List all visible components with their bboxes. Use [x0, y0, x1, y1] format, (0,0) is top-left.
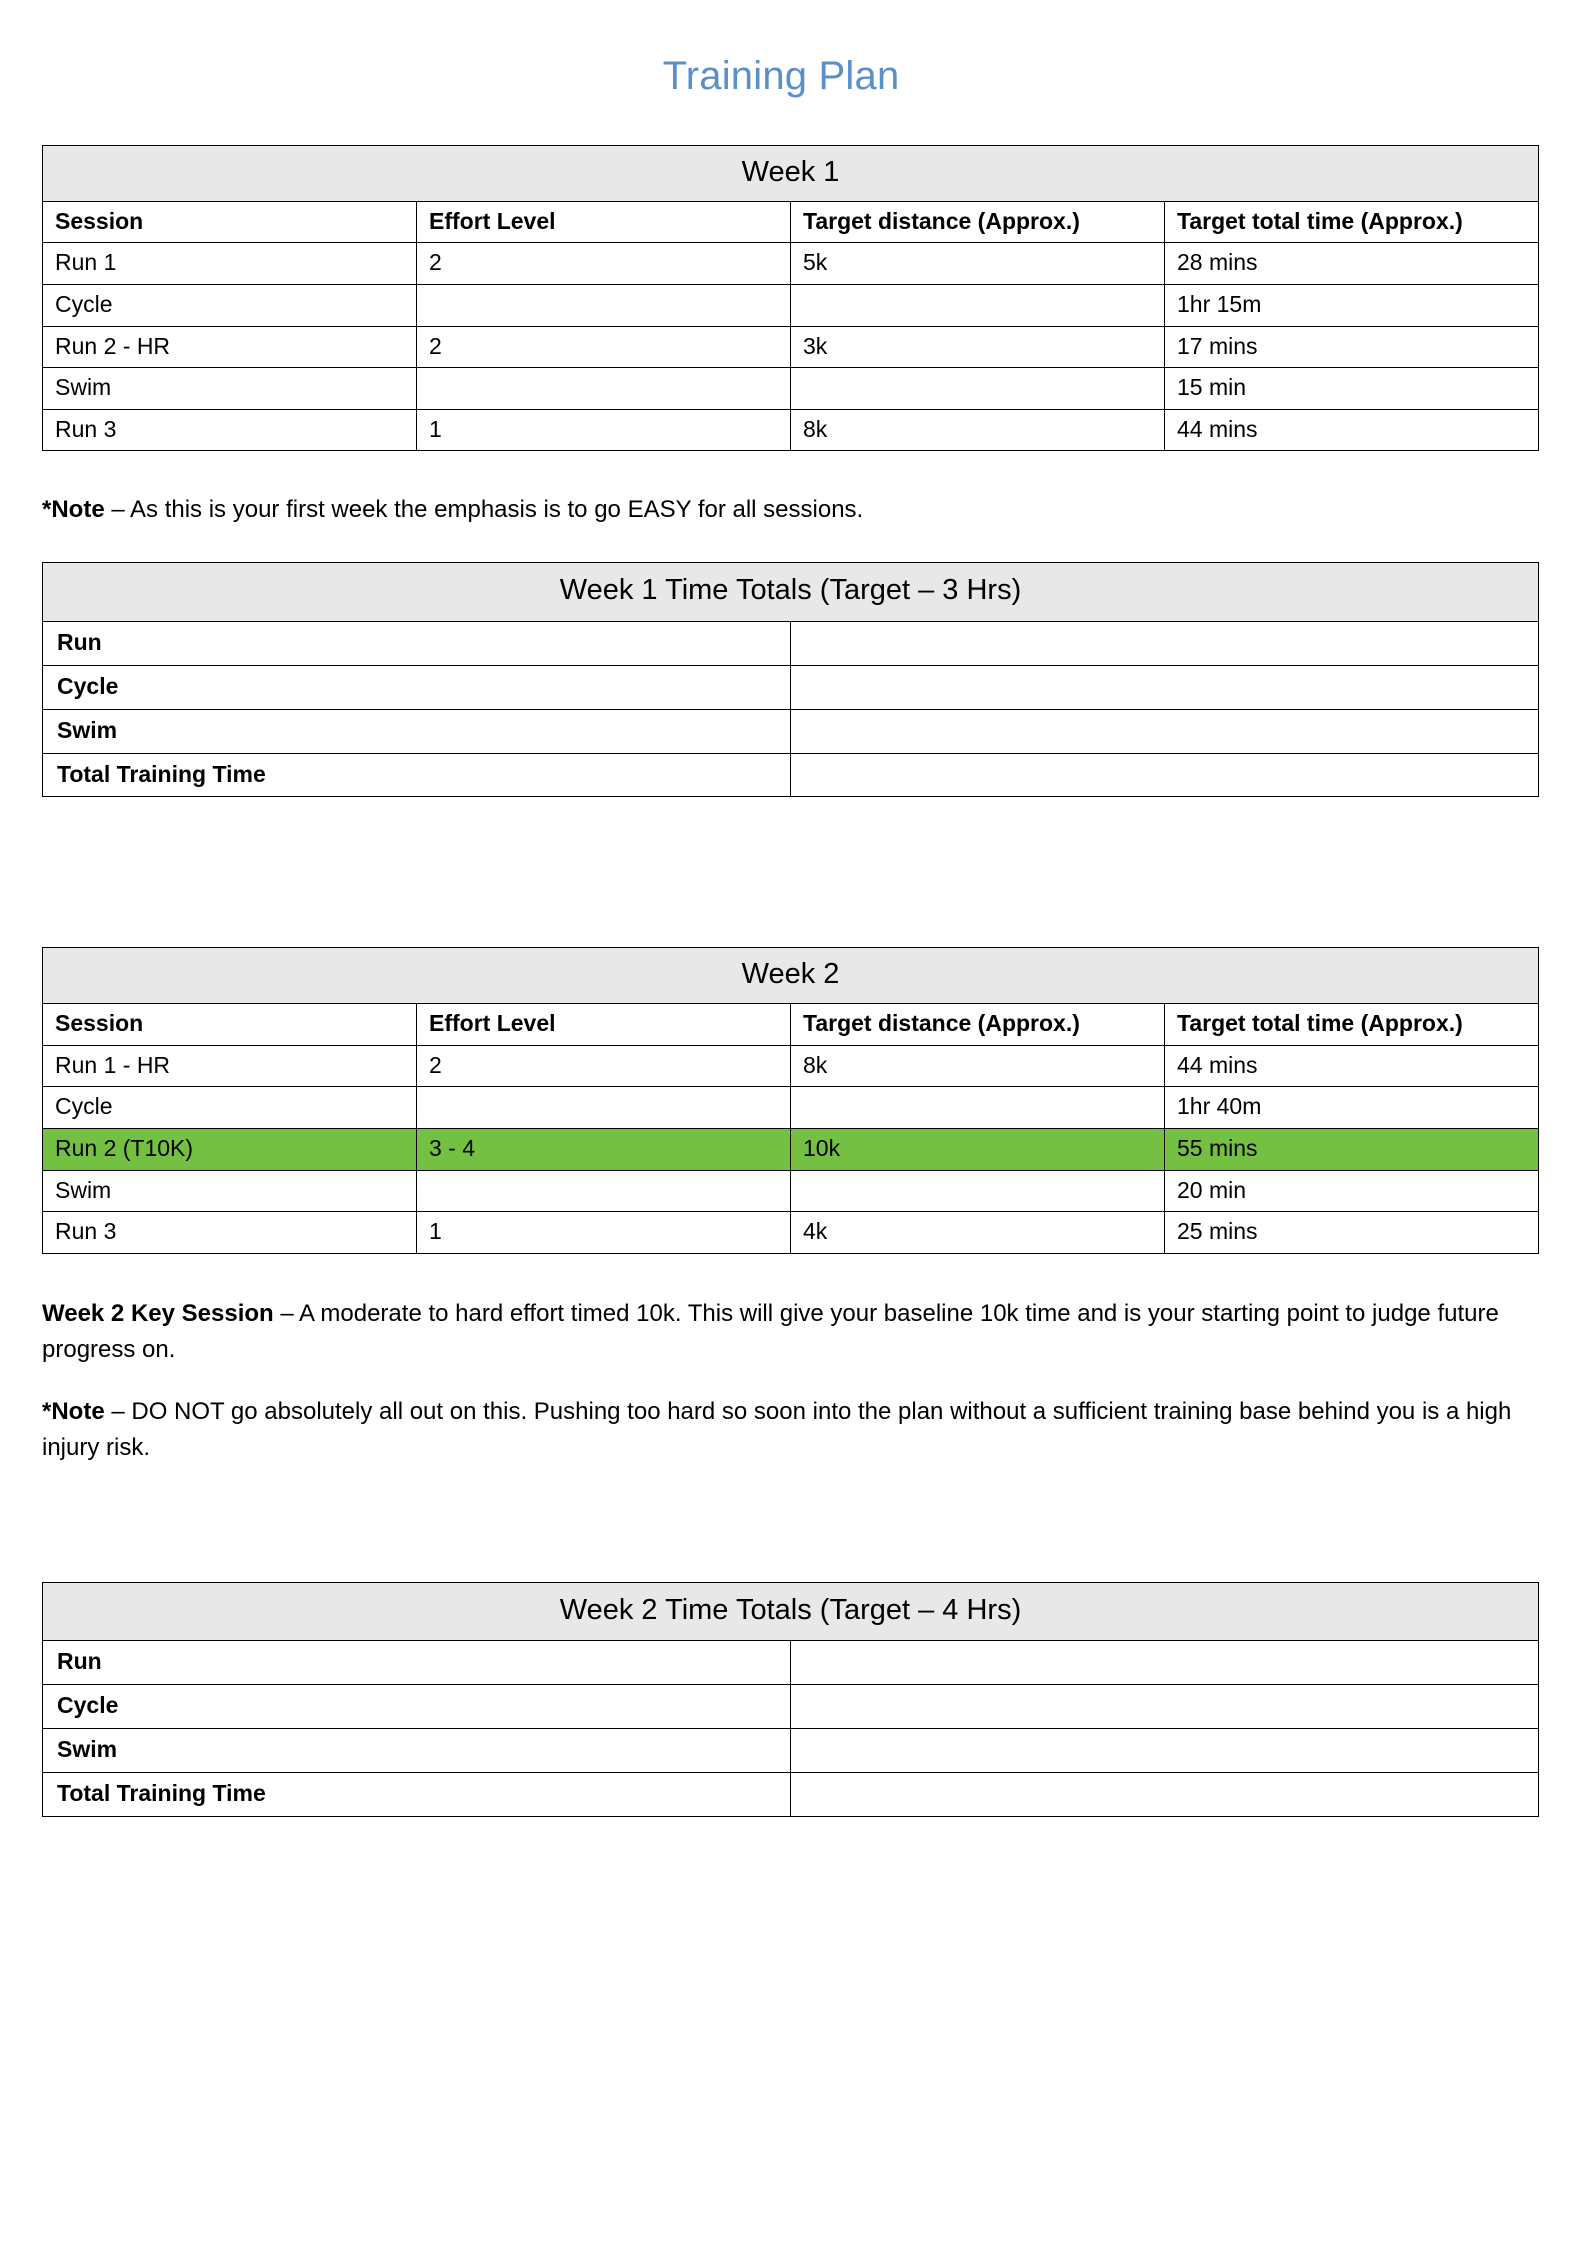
table-row — [43, 201, 1539, 243]
cell-time: 1hr 15m — [1165, 284, 1539, 326]
cell-distance — [791, 368, 1165, 410]
totals-label-total: Total Training Time — [43, 1773, 791, 1817]
cell-time: 55 mins — [1165, 1128, 1539, 1170]
cell-effort: 2 — [417, 1045, 791, 1087]
week-1-table — [42, 145, 1539, 451]
table-row — [43, 409, 1539, 451]
totals-label-run: Run — [43, 1641, 791, 1685]
totals-label-run: Run — [43, 621, 791, 665]
cell-session: Run 3 — [43, 409, 417, 451]
week-2-key-session-text: – A moderate to hard effort timed 10k. This will give your baseline 10k time and is your starting point to judge future progress on. — [42, 1299, 1499, 1363]
table-row — [43, 1685, 1539, 1729]
totals-label-total: Total Training Time — [43, 753, 791, 797]
column-header-session: Session — [43, 1004, 417, 1046]
cell-distance: 8k — [791, 1045, 1165, 1087]
column-header-time: Target total time (Approx.) — [1165, 1004, 1539, 1046]
table-row-key-session — [43, 1128, 1539, 1170]
table-row — [43, 1170, 1539, 1212]
cell-effort — [417, 368, 791, 410]
cell-session: Run 1 — [43, 243, 417, 285]
cell-session: Run 3 — [43, 1212, 417, 1254]
week-2-totals-header: Week 2 Time Totals (Target – 4 Hrs) — [43, 1582, 1539, 1641]
cell-distance: 5k — [791, 243, 1165, 285]
week-2-note-paragraph — [42, 1394, 1522, 1466]
week-2-table — [42, 947, 1539, 1253]
cell-distance: 4k — [791, 1212, 1165, 1254]
week-2-key-session-label: Week 2 Key Session — [42, 1299, 274, 1327]
page-title: Training Plan — [662, 54, 900, 98]
totals-value-swim[interactable] — [791, 1729, 1539, 1773]
cell-distance: 10k — [791, 1128, 1165, 1170]
totals-value-run[interactable] — [791, 621, 1539, 665]
totals-value-cycle[interactable] — [791, 1685, 1539, 1729]
table-row — [43, 284, 1539, 326]
section-spacer — [40, 797, 1522, 947]
week-1-totals-header: Week 1 Time Totals (Target – 3 Hrs) — [43, 563, 1539, 622]
table-row — [43, 368, 1539, 410]
cell-effort: 2 — [417, 326, 791, 368]
cell-session: Cycle — [43, 284, 417, 326]
cell-session: Swim — [43, 368, 417, 410]
spacer — [40, 1254, 1522, 1296]
totals-label-cycle: Cycle — [43, 1685, 791, 1729]
column-header-effort: Effort Level — [417, 1004, 791, 1046]
cell-effort: 3 - 4 — [417, 1128, 791, 1170]
cell-time: 15 min — [1165, 368, 1539, 410]
cell-time: 17 mins — [1165, 326, 1539, 368]
column-header-effort: Effort Level — [417, 201, 791, 243]
cell-distance — [791, 1170, 1165, 1212]
week-1-note-text: – As this is your first week the emphasis is to go EASY for all sessions. — [104, 496, 864, 524]
totals-value-run[interactable] — [791, 1641, 1539, 1685]
cell-distance: 8k — [791, 409, 1165, 451]
cell-effort: 1 — [417, 409, 791, 451]
cell-time: 20 min — [1165, 1170, 1539, 1212]
table-row — [43, 621, 1539, 665]
totals-label-swim: Swim — [43, 709, 791, 753]
table-row — [43, 709, 1539, 753]
week-2-note-label: *Note — [42, 1397, 105, 1425]
cell-time: 1hr 40m — [1165, 1087, 1539, 1129]
totals-label-cycle: Cycle — [43, 665, 791, 709]
cell-distance: 3k — [791, 326, 1165, 368]
week-2-key-session-paragraph — [42, 1296, 1522, 1368]
totals-value-swim[interactable] — [791, 709, 1539, 753]
cell-session: Cycle — [43, 1087, 417, 1129]
table-row — [43, 665, 1539, 709]
table-row — [43, 1004, 1539, 1046]
cell-effort: 1 — [417, 1212, 791, 1254]
cell-time: 25 mins — [1165, 1212, 1539, 1254]
cell-time: 28 mins — [1165, 243, 1539, 285]
table-row — [43, 1045, 1539, 1087]
cell-distance — [791, 284, 1165, 326]
cell-session: Run 1 - HR — [43, 1045, 417, 1087]
column-header-distance: Target distance (Approx.) — [791, 201, 1165, 243]
table-row — [43, 563, 1539, 622]
totals-value-total[interactable] — [791, 1773, 1539, 1817]
cell-session: Swim — [43, 1170, 417, 1212]
cell-session: Run 2 (T10K) — [43, 1128, 417, 1170]
table-row — [43, 243, 1539, 285]
week-1-totals-table — [42, 562, 1539, 797]
table-row — [43, 1212, 1539, 1254]
week-1-note-label: *Note — [42, 496, 105, 524]
section-spacer — [40, 1492, 1522, 1582]
table-row — [43, 948, 1539, 1004]
week-1-header: Week 1 — [43, 146, 1539, 202]
totals-value-total[interactable] — [791, 753, 1539, 797]
table-row — [43, 1582, 1539, 1641]
cell-distance — [791, 1087, 1165, 1129]
table-row — [43, 1729, 1539, 1773]
cell-effort — [417, 284, 791, 326]
week-2-header: Week 2 — [43, 948, 1539, 1004]
column-header-time: Target total time (Approx.) — [1165, 201, 1539, 243]
table-row — [43, 1641, 1539, 1685]
totals-label-swim: Swim — [43, 1729, 791, 1773]
totals-value-cycle[interactable] — [791, 665, 1539, 709]
cell-time: 44 mins — [1165, 1045, 1539, 1087]
week-2-note-text: – DO NOT go absolutely all out on this. Pushing too hard so soon into the plan without a sufficient training base behind you is a high injury risk. — [42, 1397, 1512, 1461]
week-1-note — [42, 493, 1522, 528]
cell-time: 44 mins — [1165, 409, 1539, 451]
week-2-totals-table — [42, 1582, 1539, 1817]
table-row — [43, 1773, 1539, 1817]
table-row — [43, 146, 1539, 202]
cell-session: Run 2 - HR — [43, 326, 417, 368]
column-header-session: Session — [43, 201, 417, 243]
cell-effort — [417, 1087, 791, 1129]
table-row — [43, 326, 1539, 368]
table-row — [43, 1087, 1539, 1129]
table-row — [43, 753, 1539, 797]
cell-effort: 2 — [417, 243, 791, 285]
column-header-distance: Target distance (Approx.) — [791, 1004, 1165, 1046]
cell-effort — [417, 1170, 791, 1212]
